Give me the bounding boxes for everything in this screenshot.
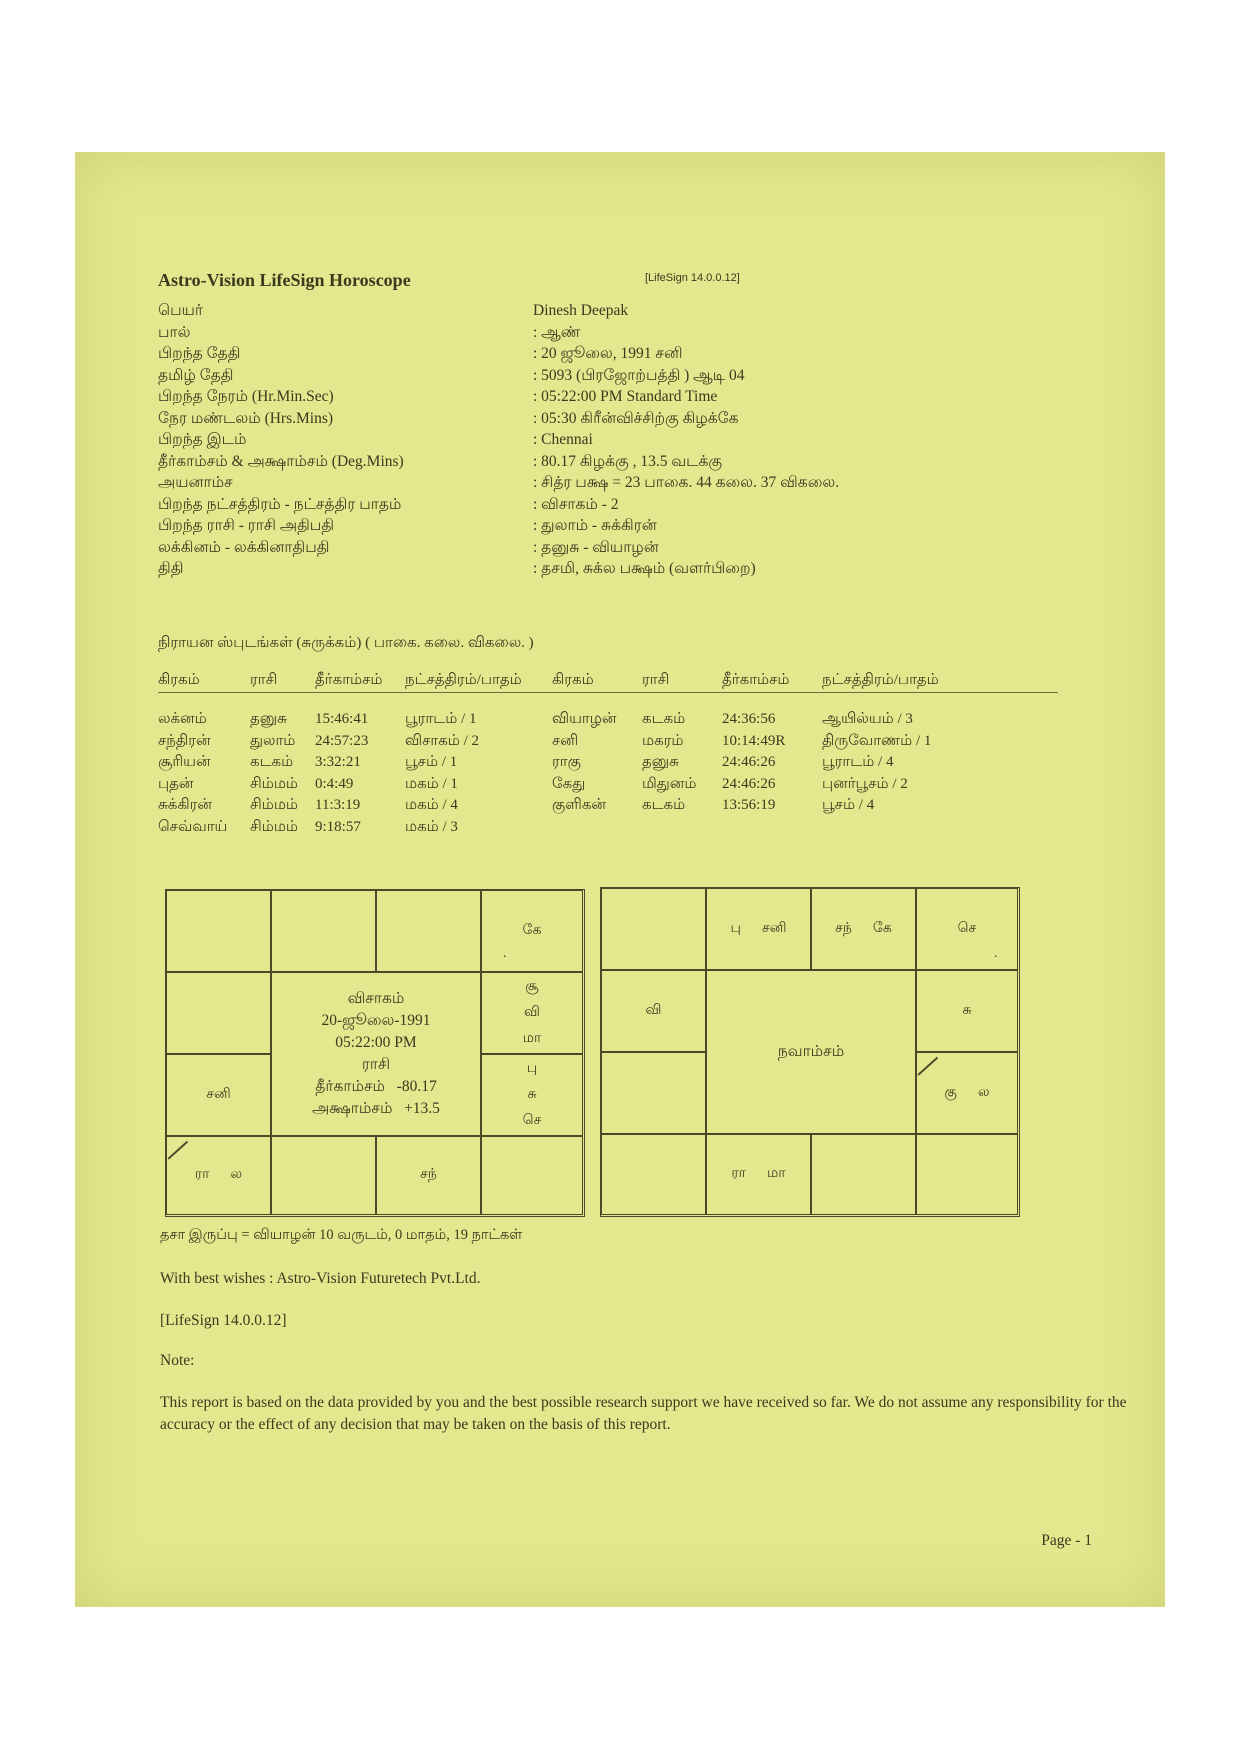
navamsa-house [811,1134,916,1215]
column-header: தீர்காம்சம் [315,672,383,688]
center-line: ராசி [361,1056,391,1073]
table-cell: புதன் [158,775,194,792]
table-row [158,795,1058,817]
table-cell: கடகம் [642,711,686,727]
navamsa-center [706,970,916,1134]
column-header: தீர்காம்சம் [722,672,790,688]
table-cell: 0:4:49 [315,775,354,792]
center-line: நவாம்சம் [777,1043,845,1060]
detail-label: பால் [158,323,191,341]
rasi-house: கே [481,890,583,972]
table-cell: 24:57:23 [315,732,369,749]
detail-label: தீர்காம்சம் & அக்ஷாம்சம் (Deg.Mins) [158,452,404,470]
sphuta-rows [158,709,1058,838]
table-cell: பூராடம் / 4 [822,754,894,770]
table-cell: 24:46:26 [722,754,776,770]
table-cell: விசாகம் / 2 [405,732,480,749]
planet-label: மா [522,1031,542,1046]
detail-row [158,451,958,473]
detail-label: பிறந்த ராசி - ராசி அதிபதி [158,517,335,534]
navamsa-house: வி [601,970,706,1052]
table-cell: மகம் / 4 [405,797,458,813]
marker-dot: . [503,946,507,961]
table-cell [822,817,982,839]
planet-label: செ [522,1113,542,1128]
column-header: கிரகம் [552,672,594,688]
planet-label: வி [524,1005,540,1020]
detail-label: திதி [158,560,184,577]
detail-row [158,515,958,537]
marker-dot: . [994,946,998,961]
table-cell: ஆயில்யம் / 3 [822,711,913,727]
detail-label: அயனாம்ச [158,474,233,491]
table-cell: செவ்வாய் [158,818,228,835]
table-cell: குளிகன் [552,797,606,813]
footer-version: [LifeSign 14.0.0.12] [160,1312,287,1329]
column-header: நட்சத்திரம்/பாதம் [822,672,939,688]
table-cell [552,817,642,839]
detail-label: தமிழ் தேதி [158,366,234,384]
navamsa-house: சந் கே [811,888,916,970]
table-cell: கடகம் [642,797,686,813]
center-line: 05:22:00 PM [335,1034,417,1051]
rasi-house [481,1054,583,1136]
column-header: ராசி [250,672,278,688]
detail-value: : விசாகம் - 2 [533,495,619,513]
detail-label: நேர மண்டலம் (Hrs.Mins) [158,409,334,427]
rasi-house [166,972,271,1054]
table-cell: மகம் / 3 [405,818,458,835]
detail-value: : தனுசு - வியாழன் [533,538,659,556]
table-cell: மிதுனம் [642,775,697,792]
dasa-balance: தசா இருப்பு = வியாழன் 10 வருடம், 0 மாதம், 19 நாட்கள் [160,1227,523,1243]
navamsa-house: கு ல [916,1052,1018,1134]
center-line: 20-ஜூலை-1991 [321,1012,431,1029]
detail-value: : 05:22:00 PM Standard Time [533,388,718,405]
detail-label: பிறந்த தேதி [158,345,241,362]
detail-value: : தசமி, சுக்ல பக்ஷம் (வளர்பிறை) [533,560,756,577]
table-row [158,752,1058,774]
table-cell: கடகம் [250,754,294,770]
rasi-house [166,890,271,972]
detail-row [158,429,958,451]
table-cell: 11:3:19 [315,797,361,813]
detail-value: : சித்ர பக்ஷ = 23 பாகை. 44 கலை. 37 விகலை. [533,474,840,491]
detail-row [158,386,958,408]
center-line: தீர்காம்சம் -80.17 [315,1078,437,1095]
note-label: Note: [160,1352,195,1369]
table-cell [722,817,822,839]
detail-label: பிறந்த நட்சத்திரம் - நட்சத்திர பாதம் [158,495,402,513]
navamsa-house: செ [916,888,1018,970]
rasi-house [481,972,583,1054]
center-line: விசாகம் [347,990,405,1007]
detail-value: : Chennai [533,431,593,448]
table-cell: ராகு [552,754,581,770]
table-cell [642,817,722,839]
detail-row [158,472,958,494]
table-cell: 13:56:19 [722,797,776,813]
detail-value: : துலாம் - சுக்கிரன் [533,517,657,534]
navamsa-house [601,888,706,970]
table-cell: பூசம் / 4 [822,797,875,813]
table-cell: மகரம் [642,732,684,749]
table-cell: துலாம் [250,732,296,749]
detail-label: பெயர் [158,302,203,319]
detail-row [158,494,958,516]
note-body: This report is based on the data provided by you and the best possible research support we have received so far. We do not assume any responsibility for the accuracy or the effect of any decision that may be taken on the basis of this report. [160,1394,1127,1433]
rasi-house: சந் [376,1136,481,1215]
sphuta-header-row [158,670,1058,693]
detail-row [158,408,958,430]
table-cell: 24:36:56 [722,711,776,727]
navamsa-house [916,1134,1018,1215]
sphuta-table [158,670,1058,838]
rasi-house: ரா ல [166,1136,271,1215]
birth-details [158,300,958,580]
rasi-center [271,972,481,1136]
table-cell: சனி [552,732,579,749]
navamsa-house: ரா மா [706,1134,811,1215]
navamsa-house: பு சனி [706,888,811,970]
table-cell: திருவோணம் / 1 [822,732,932,749]
detail-value: : ஆண் [533,323,581,341]
detail-row [158,537,958,559]
column-header: கிரகம் [158,672,200,688]
report-page [75,152,1165,1607]
rasi-house [481,1136,583,1215]
table-cell: பூராடம் / 1 [405,711,477,727]
table-cell: சந்திரன் [158,732,211,749]
table-cell: கேது [552,775,586,792]
table-cell: புனர்பூசம் / 2 [822,775,908,792]
detail-row [158,558,958,580]
detail-label: பிறந்த நேரம் (Hr.Min.Sec) [158,388,334,405]
report-version: [LifeSign 14.0.0.12] [645,272,740,284]
navamsa-house [601,1134,706,1215]
detail-row [158,322,958,344]
table-cell: 15:46:41 [315,711,369,727]
column-header: ராசி [642,672,670,688]
detail-value: : 20 ஜூலை, 1991 சனி [533,345,683,362]
table-row [158,709,1058,731]
table-cell: லக்னம் [158,711,207,727]
planet-label: சு [527,1087,537,1102]
wishes-line: With best wishes : Astro-Vision Futuretech Pvt.Ltd. [160,1270,481,1287]
detail-row [158,365,958,387]
detail-value: : 5093 (பிரஜோற்பத்தி ) ஆடி 04 [533,366,745,384]
table-row [158,731,1058,753]
table-cell: 10:14:49R [722,732,786,749]
detail-row [158,343,958,365]
table-cell: தனுசு [250,711,287,727]
detail-value: : 80.17 கிழக்கு , 13.5 வடக்கு [533,452,723,470]
detail-label: பிறந்த இடம் [158,431,247,448]
sphuta-title: நிராயன ஸ்புடங்கள் (சுருக்கம்) ( பாகை. கலை. விகலை. ) [158,635,534,651]
table-row [158,817,1058,839]
navamsa-chart [600,887,1020,1217]
detail-value: : 05:30 கிரீன்விச்சிற்கு கிழக்கே [533,409,739,427]
table-cell: சிம்மம் [250,797,298,813]
planet-label: பு [526,1061,538,1076]
column-header: நட்சத்திரம்/பாதம் [405,672,522,688]
rasi-house [271,1136,376,1215]
table-cell: சூரியன் [158,754,211,770]
table-cell: 3:32:21 [315,754,361,770]
table-cell: 9:18:57 [315,818,361,835]
navamsa-house [601,1052,706,1134]
navamsa-house: சு [916,970,1018,1052]
table-cell: சுக்கிரன் [158,797,212,813]
rasi-chart [165,889,585,1217]
rasi-house [376,890,481,972]
planet-label: சூ [525,979,539,994]
detail-value: Dinesh Deepak [533,302,629,319]
table-cell: தனுசு [642,754,679,770]
table-cell: பூசம் / 1 [405,754,458,770]
table-cell: சிம்மம் [250,818,298,835]
table-cell: 24:46:26 [722,775,776,792]
center-line: அக்ஷாம்சம் +13.5 [312,1100,440,1117]
table-cell: மகம் / 1 [405,775,458,792]
table-row [158,774,1058,796]
table-cell: வியாழன் [552,711,617,727]
table-cell: சிம்மம் [250,775,298,792]
rasi-house [271,890,376,972]
rasi-house: சனி [166,1054,271,1136]
report-title: Astro-Vision LifeSign Horoscope [158,270,411,290]
detail-row [158,300,958,322]
detail-label: லக்கினம் - லக்கினாதிபதி [158,538,330,556]
page-number: Page - 1 [1041,1532,1092,1549]
